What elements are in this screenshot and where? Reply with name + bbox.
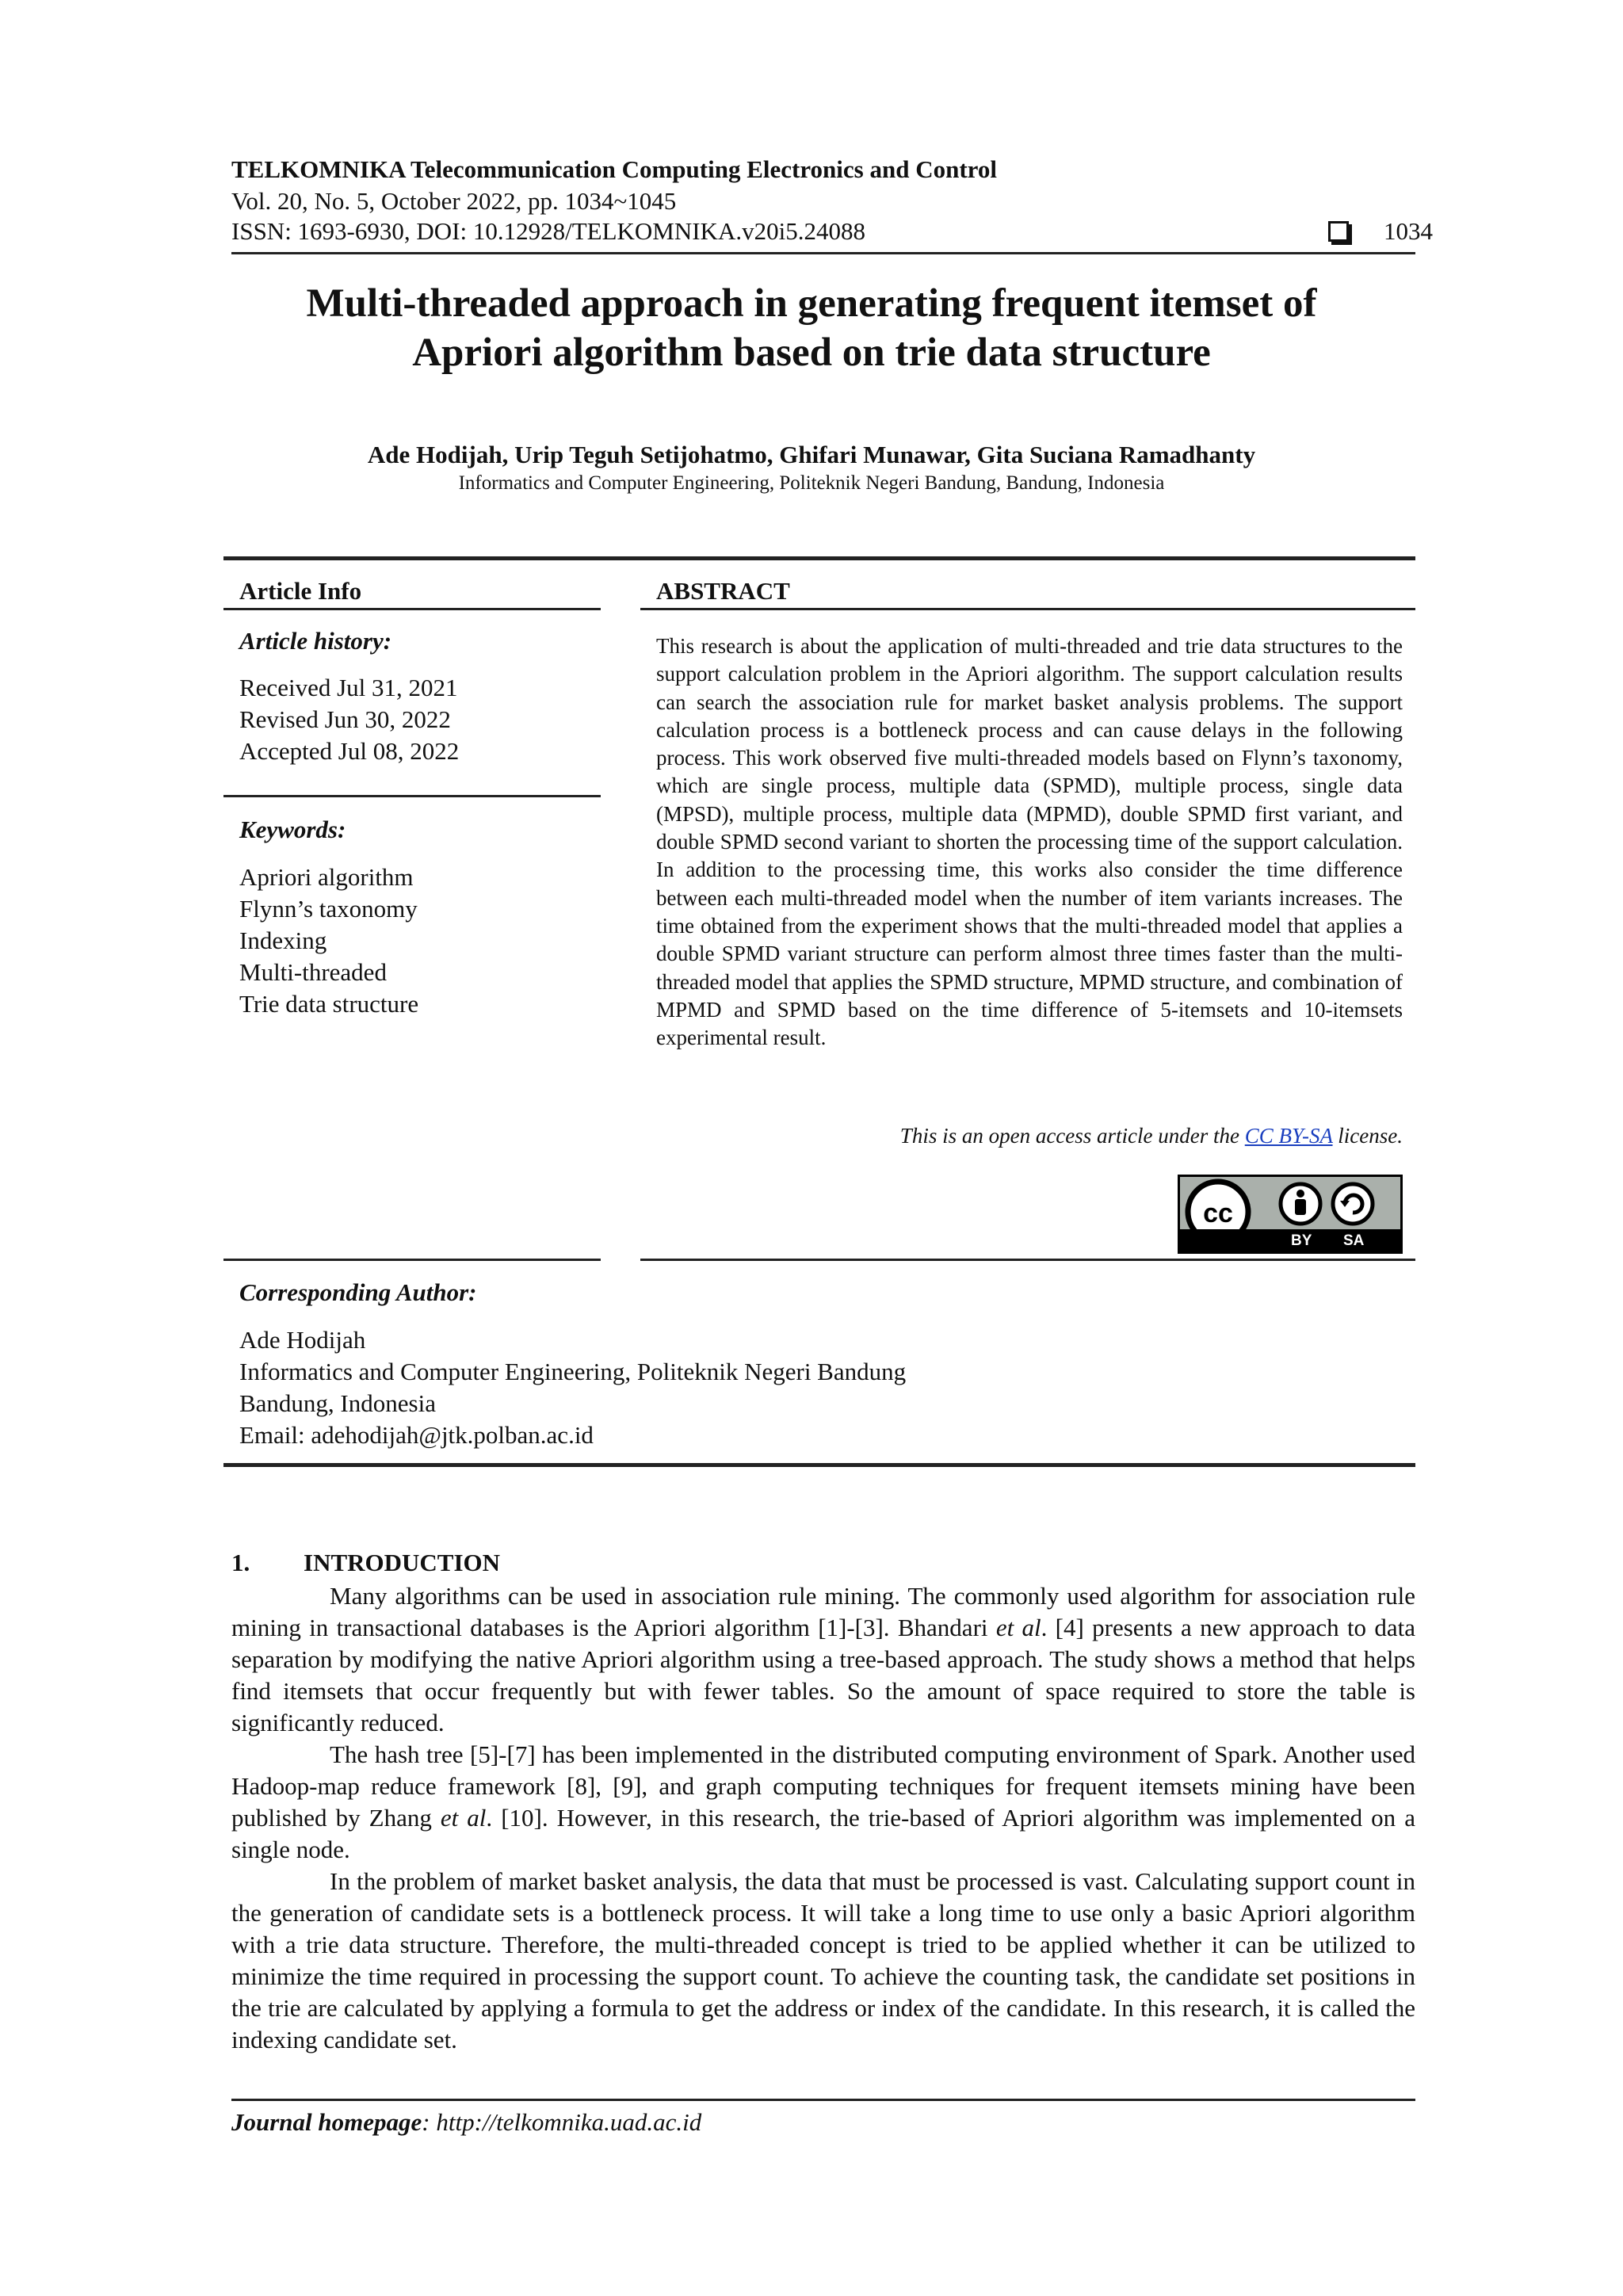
article-info-underline <box>223 608 601 610</box>
cc-by-sa-badge[interactable] <box>1178 1175 1403 1254</box>
author-email: Email: adehodijah@jtk.polban.ac.id <box>239 1421 594 1449</box>
attribution-icon <box>1278 1182 1323 1226</box>
right-bottom-rule <box>640 1259 1415 1261</box>
share-alike-icon <box>1331 1182 1375 1226</box>
badge-by-label: BY <box>1291 1232 1312 1249</box>
paragraph: In the problem of market basket analysis, the data that must be processed is vast. Calculating support count in the generation of candidate sets is a bottleneck process. It will take a long time to use only a basic Apriori algorithm with a trie data structure. Therefore, the multi-threaded concept is tried to be applied whether it can be utilized to minimize the time required in processing the support count. To achieve the counting task, the candidate set positions in the trie are calculated by applying a formula to get the address or index of the candidate. In this research, it is called the indexing candidate set. <box>231 1867 1415 2053</box>
section-heading-introduction <box>231 1549 500 1577</box>
journal-homepage <box>231 2108 701 2137</box>
keyword: Multi-threaded <box>239 958 387 986</box>
section-title: INTRODUCTION <box>304 1549 501 1576</box>
article-history-heading: Article history: <box>239 627 392 655</box>
abstract-underline <box>640 608 1415 610</box>
affiliation: Informatics and Computer Engineering, Politeknik Negeri Bandung, Bandung, Indonesia <box>458 472 1165 494</box>
history-divider <box>223 795 601 797</box>
info-top-rule <box>223 556 1415 560</box>
abstract-heading: ABSTRACT <box>656 577 790 605</box>
license-prefix: This is an open access article under the <box>899 1124 1245 1148</box>
page-number: 1034 <box>1384 217 1433 245</box>
badge-sa-label: SA <box>1343 1232 1365 1249</box>
square-bullet-icon <box>1328 221 1349 242</box>
journal-issn: ISSN: 1693-6930, DOI: 10.12928/TELKOMNIKA.v20i5.24088 <box>231 217 865 245</box>
journal-name: TELKOMNIKA Telecommunication Computing Electronics and Control <box>231 155 997 183</box>
section-number: 1. <box>231 1549 250 1576</box>
license-suffix: license. <box>1332 1124 1403 1148</box>
article-history <box>239 672 459 767</box>
svg-text:cc: cc <box>1203 1198 1233 1228</box>
header-rule <box>231 252 1415 254</box>
keyword: Trie data structure <box>239 990 419 1018</box>
author-city: Bandung, Indonesia <box>239 1389 436 1417</box>
paragraph: The hash tree [5]-[7] has been implemented in the distributed computing environment of Spark. Another used Hadoop-map reduce framework [8], [9], and graph computing techniques for frequent itemsets mining have been published by Zhang et al. [10]. However, in this research, the trie-based of Apriori algorithm was implemented on a single node. <box>231 1740 1415 1863</box>
corresponding-bottom-rule <box>223 1463 1415 1467</box>
received-date: Received Jul 31, 2021 <box>239 674 458 701</box>
paragraph: Many algorithms can be used in association rule mining. The commonly used algorithm for association rule mining in transactional databases is the Apriori algorithm [1]-[3]. Bhandari et al. [4] presents a new approach to data separation by modifying the native Apriori algorithm using a tree-based approach. The study shows a method that helps find itemsets that occur frequently but with fewer tables. So the amount of space required to store the table is significantly reduced. <box>231 1582 1415 1736</box>
keyword: Indexing <box>239 926 327 954</box>
footer-rule <box>231 2099 1415 2101</box>
homepage-url[interactable]: : http://telkomnika.uad.ac.id <box>422 2108 702 2136</box>
article-info-heading: Article Info <box>239 577 362 605</box>
page-number-block <box>1328 217 1433 246</box>
author-name: Ade Hodijah <box>239 1326 366 1354</box>
left-bottom-rule <box>223 1259 601 1261</box>
keywords-list <box>239 861 418 1020</box>
badge-label-bar <box>1180 1229 1400 1251</box>
author-dept: Informatics and Computer Engineering, Politeknik Negeri Bandung <box>239 1358 907 1385</box>
paper-title <box>190 279 1433 377</box>
corresponding-heading: Corresponding Author: <box>239 1278 477 1306</box>
revised-date: Revised Jun 30, 2022 <box>239 705 451 733</box>
corresponding-author <box>239 1324 906 1451</box>
license-link[interactable]: CC BY-SA <box>1244 1124 1333 1148</box>
keywords-heading: Keywords: <box>239 816 346 843</box>
keyword: Apriori algorithm <box>239 863 414 891</box>
journal-volume: Vol. 20, No. 5, October 2022, pp. 1034~1045 <box>231 187 677 215</box>
license-statement <box>656 1124 1403 1148</box>
homepage-label: Journal homepage <box>231 2108 422 2136</box>
accepted-date: Accepted Jul 08, 2022 <box>239 737 460 765</box>
title-line-2: Apriori algorithm based on trie data structure <box>412 330 1211 375</box>
author-list: Ade Hodijah, Urip Teguh Setijohatmo, Ghifari Munawar, Gita Suciana Ramadhanty <box>367 441 1256 468</box>
introduction-body <box>231 1580 1415 2056</box>
keyword: Flynn’s taxonomy <box>239 895 418 923</box>
title-line-1: Multi-threaded approach in generating frequent itemset of <box>306 281 1317 326</box>
abstract-text: This research is about the application of multi-threaded and trie data structures to the support calculation problem in the Apriori algorithm. The support calculation results can search the association rule for market basket analysis problems. The support calculation process is a bottleneck process and can cause delays in the following process. This work observed five multi-threaded models based on Flynn’s taxonomy, which are single process, multiple data (SPMD), multiple process, single data (MPSD), multiple process, multiple data (MPMD), double SPMD first variant, and double SPMD second variant to shorten the processing time of the support calculation. In addition to the processing time, this works also consider the time difference between each multi-threaded model when the number of item variants increases. The time obtained from the experiment shows that the multi-threaded model that applies a double SPMD variant structure can perform almost three times faster than the multi-threaded model that applies the SPMD structure, MPMD structure, and combination of MPMD and SPMD based on the time difference of 5-itemsets and 10-itemsets experimental result. <box>656 634 1403 1050</box>
